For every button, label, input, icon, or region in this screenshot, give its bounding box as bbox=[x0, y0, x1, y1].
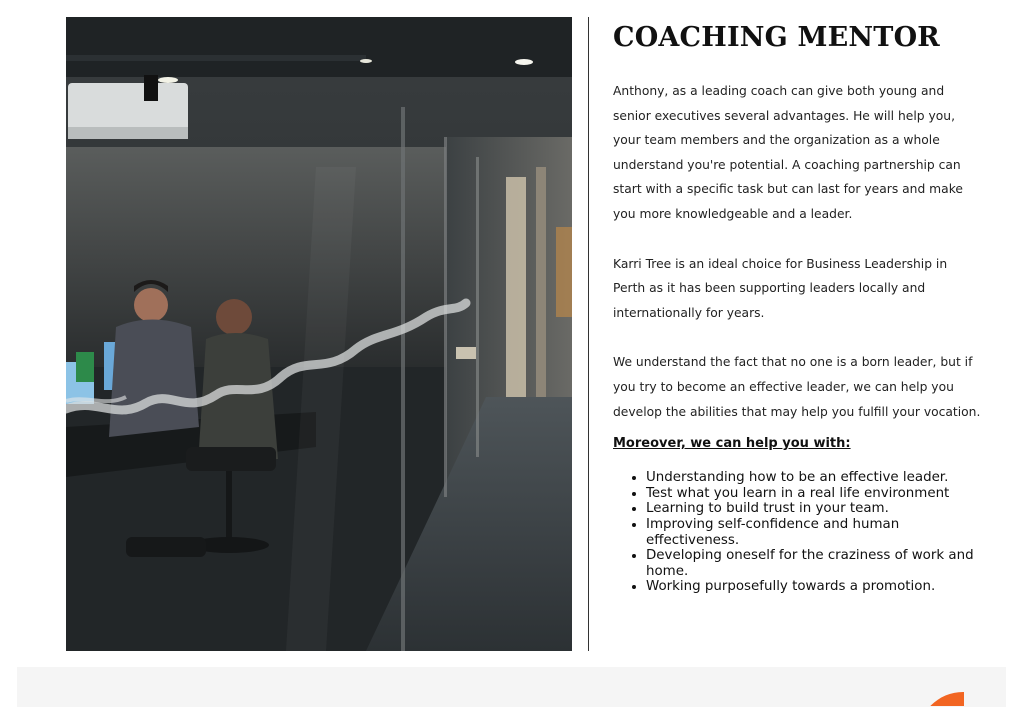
list-item: • Understanding how to be an effective leader. bbox=[646, 470, 983, 486]
karri-tree-paragraph: Karri Tree is an ideal choice for Business Leadership in Perth as it has been supporting leaders locally and internationally for years. bbox=[613, 256, 948, 320]
leadership-paragraph: We understand the fact that no one is a born leader, but if you try to become an effective leader, we can help you develop the abilities that may help you fulfill your vocation. bbox=[613, 355, 981, 419]
orange-circle-shape bbox=[918, 692, 964, 706]
footer-orange-decoration bbox=[918, 692, 964, 706]
list-item: • Test what you learn in a real life environment bbox=[646, 486, 983, 502]
list-item: • Developing oneself for the craziness of work and home. bbox=[646, 548, 983, 579]
list-item: • Working purposefully towards a promotion. bbox=[646, 579, 983, 595]
list-item: • Improving self-confidence and human effectiveness. bbox=[646, 517, 983, 548]
office-meeting-photo bbox=[66, 17, 572, 651]
intro-paragraph: Anthony, as a leading coach can give both young and senior executives several advantages. He will help you, your team members and the organization as a whole understand you're potential. A coaching partnership can start with a specific task but can last for years and make you more knowledgeable and a leader. bbox=[613, 84, 963, 221]
page-title: COACHING MENTOR bbox=[613, 22, 940, 53]
vertical-divider bbox=[588, 17, 589, 651]
list-item: • Learning to build trust in your team. bbox=[646, 501, 983, 517]
content-column bbox=[613, 17, 983, 595]
office-photo-illustration bbox=[66, 17, 572, 651]
help-subheading: Moreover, we can help you with: bbox=[613, 436, 851, 452]
footer-bar bbox=[17, 667, 1006, 707]
help-list bbox=[613, 470, 983, 595]
